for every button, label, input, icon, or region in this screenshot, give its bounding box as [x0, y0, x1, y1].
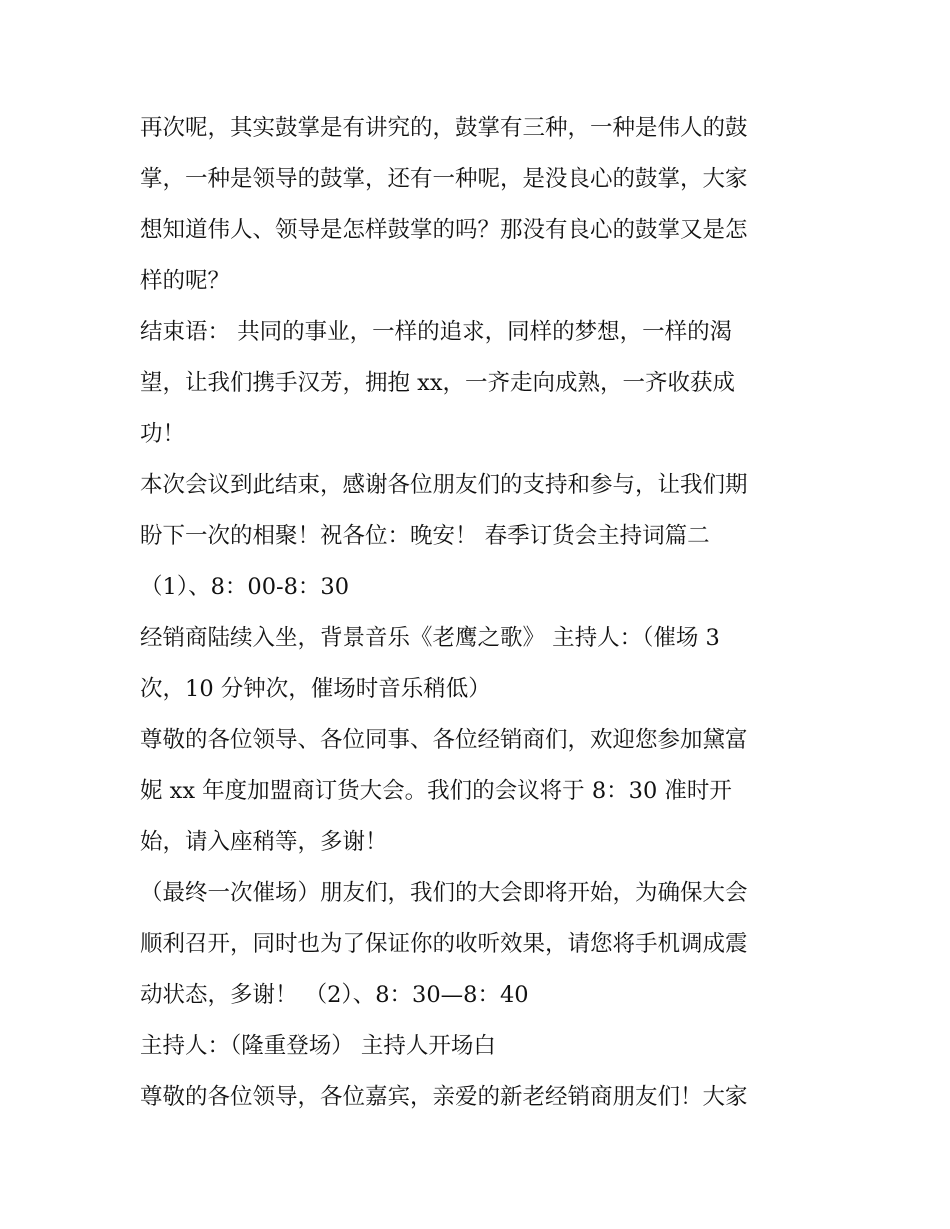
- text-line: 尊敬的各位领导，各位嘉宾，亲爱的新老经销商朋友们！大家: [140, 1084, 748, 1110]
- text-line: 望，让我们携手汉芳，拥抱 xx，一齐走向成熟，一齐收获成: [140, 370, 736, 396]
- text-line: 样的呢？: [140, 268, 231, 294]
- text-line: （1）、8：00-8：30: [140, 574, 350, 600]
- text-line: 始，请入座稍等，多谢！: [140, 829, 388, 855]
- text-line: 本次会议到此结束，感谢各位朋友们的支持和参与，让我们期: [140, 472, 748, 498]
- text-line: 经销商陆续入坐，背景音乐《老鹰之歌》 主持人：（催场 3: [140, 625, 720, 651]
- document-text: [140, 103, 820, 1123]
- text-line: （最终一次催场）朋友们，我们的大会即将开始，为确保大会: [140, 880, 748, 906]
- text-line: 想知道伟人、领导是怎样鼓掌的吗？那没有良心的鼓掌又是怎: [140, 217, 748, 243]
- text-line: 次，10 分钟次，催场时音乐稍低）: [140, 676, 491, 702]
- text-line: 妮 xx 年度加盟商订货大会。我们的会议将于 8：30 准时开: [140, 778, 732, 804]
- text-line: 结束语： 共同的事业，一样的追求，同样的梦想，一样的渴: [140, 319, 733, 345]
- text-line: 主持人：（隆重登场） 主持人开场白: [140, 1033, 496, 1059]
- text-line: 再次呢，其实鼓掌是有讲究的，鼓掌有三种，一种是伟人的鼓: [140, 115, 748, 141]
- text-line: 盼下一次的相聚！祝各位：晚安！ 春季订货会主持词篇二: [140, 523, 710, 549]
- text-line: 掌，一种是领导的鼓掌，还有一种呢，是没良心的鼓掌，大家: [140, 166, 748, 192]
- text-line: 尊敬的各位领导、各位同事、各位经销商们，欢迎您参加黛富: [140, 727, 748, 753]
- text-line: 动状态，多谢！ （2）、8：30—8：40: [140, 982, 529, 1008]
- text-line: 功！: [140, 421, 186, 447]
- text-line: 顺利召开，同时也为了保证你的收听效果，请您将手机调成震: [140, 931, 748, 957]
